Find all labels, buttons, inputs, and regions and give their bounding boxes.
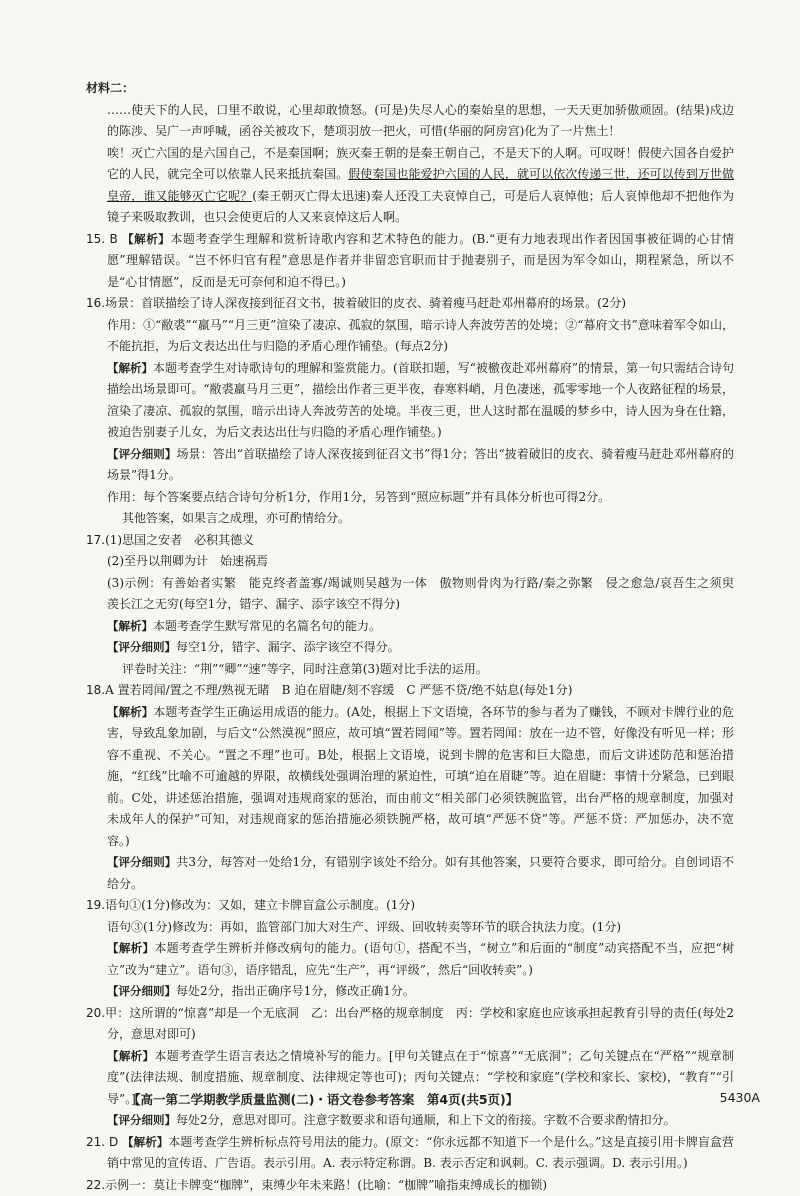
q20-number: 20. <box>86 1006 105 1020</box>
q19-analysis <box>86 938 734 981</box>
q15-answer <box>86 229 734 294</box>
q21-analysis: 本题考查学生辨析标点符号用法的能力。(原文：“你永远都不知道下一个是什么。”这是直接引用卡牌盲盒营销中常见的宣传语、广告语。表示引用。A. 表示特定称谓。B. 表示否定和讽刺。C. 表示强调。D. 表示引用。) <box>107 1135 734 1171</box>
q17-scoring-2: 评卷时关注：“荆”“卿”“速”等字，同时注意第(3)题对比手法的运用。 <box>86 659 734 681</box>
q16-analysis-tag: 【解析】 <box>107 361 153 375</box>
q20-scoring-text: 每处2分，意思对即可。注意字数要求和语句通顺，和上下文的衔接。字数不合要求酌情扣分。 <box>176 1113 676 1127</box>
q20-answer <box>86 1003 734 1046</box>
q18-scoring-tag: 【评分细则】 <box>107 855 176 869</box>
q22-text: 示例一：莫让卡牌变“枷牌”，束缚少年未来路！(比喻：“枷牌”喻指束缚成长的枷锁) <box>105 1178 547 1192</box>
q15-analysis: 本题考查学生理解和赏析诗歌内容和艺术特色的能力。(B.“更有力地表现出作者因国事被征调的心甘情愿”理解错误。“岂不怀归官有程”意思是作者并非留恋官职而甘于抛妻别子，而是因为军令如山，期程紧急，所以不是“心甘情愿”，反而是无可奈何和迫不得已。) <box>107 232 734 289</box>
q19-analysis-text: 本题考查学生辨析并修改病句的能力。(语句①，搭配不当，“树立”和后面的“制度”动宾搭配不当，应把“树立”改为“建立”。语句③，语序错乱，应先“生产”，再“评级”，然后“回收转卖”。) <box>107 941 734 977</box>
material-underlined-sentence: 假使秦国也能爱护六国的人民，就可以依次传递三世，还可以传到万世做皇帝，谁又能够灭亡它呢？ <box>107 167 734 203</box>
q21-answer <box>86 1132 734 1175</box>
q17-item-3: (3)示例：有善始者实繁 能克终者盖寡/竭诚则吴越为一体 傲物则骨肉为行路/秦之弥繁 侵之愈急/哀吾生之须臾 羡长江之无穷(每空1分，错字、漏字、添字该空不得分) <box>86 573 734 616</box>
q21-number: 21. D <box>86 1135 118 1149</box>
q19-analysis-tag: 【解析】 <box>107 941 154 955</box>
q18-analysis <box>86 702 734 853</box>
q16-scene: 场景：首联描绘了诗人深夜接到征召文书，披着破旧的皮衣、骑着瘦马赶赴邓州幕府的场景。(2分) <box>105 296 626 310</box>
footer-code: 5430A <box>720 1090 760 1105</box>
q19-line-1: 语句①(1分)修改为：又如，建立卡牌盲盒公示制度。(1分) <box>105 898 415 912</box>
q20-analysis-tag: 【解析】 <box>107 1049 154 1063</box>
q19-line-2: 语句③(1分)修改为：再如，监管部门加大对生产、评级、回收转卖等环节的联合执法力度。(1分) <box>86 917 734 939</box>
q18-scoring-text: 共3分，每答对一处给1分，有错别字该处不给分。如有其他答案，只要符合要求，即可给分。自创词语不给分。 <box>107 855 734 891</box>
q18-answer <box>86 680 734 702</box>
q18-number: 18. <box>86 683 105 697</box>
q18-analysis-text: 本题考查学生正确运用成语的能力。(A处，根据上下文语境，各环节的参与者为了赚钱，不顾对卡牌行业的危害，导致乱象加剧，与后文“公然漠视”照应，故可填“置若罔闻”等。置若罔闻：放在一边不管，好像没有听见一样；形容不重视、不关心。“置之不理”也可。B处，根据上文语境，说到卡牌的危害和巨大隐患，而后文讲述防范和惩治措施，“红线”比喻不可逾越的界限，故横线处强调治理的紧迫性，可填“迫在眉睫”等。迫在眉睫：事情十分紧急，已到眼前。C处，讲述惩治措施，强调对违规商家的惩治，而由前文“相关部门必须铁腕监管，出台严格的规章制度，加强对未成年人的保护”可知，对违规商家的惩治措施必须铁腕严格，故可填“严惩不贷”等。严惩不贷：严加惩办，决不宽容。) <box>107 705 734 848</box>
q17-analysis <box>86 616 734 638</box>
q17-analysis-text: 本题考查学生默写常见的名篇名句的能力。 <box>153 619 381 633</box>
q16-scoring-text: 场景：答出“首联描绘了诗人深夜接到征召文书”得1分；答出“披着破旧的皮衣、骑着瘦马赶赴邓州幕府的场景”得1分。 <box>107 447 734 483</box>
q19-scoring-text: 每处2分，指出正确序号1分，修改正确1分。 <box>176 984 415 998</box>
q16-scoring-tag: 【评分细则】 <box>107 447 176 461</box>
q20-text: 甲：这所谓的“惊喜”却是一个无底洞 乙：出台严格的规章制度 丙：学校和家庭也应该承担起教育引导的责任(每处2分，意思对即可) <box>105 1006 734 1042</box>
q17-item-2: (2)至丹以荆卿为计 始速祸焉 <box>86 551 734 573</box>
q16-function: 作用：①“敝裘”“羸马”“月三更”渲染了凄凉、孤寂的氛围，暗示诗人奔波劳苦的处境；②“幕府文书”意味着军令如山，不能抗拒，为后文表达出仕与归隐的矛盾心理作铺垫。(每点2分) <box>86 315 734 358</box>
q17-scoring-text: 每空1分，错字、漏字、添字该空不得分。 <box>176 640 400 654</box>
footer-label: 【高一第二学期教学质量监测(二)・语文卷参考答案 第4页(共5页)】 <box>128 1092 518 1107</box>
q21-analysis-tag: 【解析】 <box>122 1135 168 1149</box>
q16-number: 16. <box>86 296 105 310</box>
material-title: 材料二： <box>86 78 734 100</box>
material-paragraph-1: ……使天下的人民，口里不敢说，心里却敢愤怒。(可是)失尽人心的秦始皇的思想，一天天更加骄傲顽固。(结果)戍边的陈涉、吴广一声呼喊，函谷关被攻下，楚项羽放一把火，可惜(华丽的阿房宫)化为了一片焦土！ <box>86 100 734 143</box>
material-paragraph-2 <box>86 143 734 229</box>
q19-answer <box>86 895 734 917</box>
q20-scoring-tag: 【评分细则】 <box>107 1113 176 1127</box>
material-paragraph-2-b: (秦王朝灭亡得太迅速)秦人还没工夫哀悼自己，可是后人哀悼他；后人哀悼他却不把他作为镜子来吸取教训，也只会使更后的人又来哀悼这后人啊。 <box>107 189 734 225</box>
q16-analysis-text: 本题考查学生对诗歌诗句的理解和鉴赏能力。(首联扣题，写“被檄夜赴邓州幕府”的情景，第一句只需结合诗句描绘出场景即可。“敝裘羸马月三更”，描绘出作者三更半夜，春寒料峭，月色凄迷，孤零零地一个人夜路征程的场景，渲染了凄凉、孤寂的氛围，暗示出诗人奔波劳苦的处境。半夜三更，世人这时都在温暖的梦乡中，诗人因为身在仕籍，被迫告别妻子儿女，为后文表达出仕与归隐的矛盾心理作铺垫。) <box>107 361 734 440</box>
q18-scoring <box>86 852 734 895</box>
q19-scoring-tag: 【评分细则】 <box>107 984 176 998</box>
q22-number: 22. <box>86 1178 105 1192</box>
q18-analysis-tag: 【解析】 <box>107 705 153 719</box>
q15-analysis-tag: 【解析】 <box>122 232 170 246</box>
q17-answer <box>86 530 734 552</box>
q16-analysis <box>86 358 734 444</box>
q20-scoring <box>86 1110 734 1132</box>
q18-options: A 置若罔闻/置之不理/熟视无睹 B 迫在眉睫/刻不容缓 C 严惩不贷/绝不姑息(每处1分) <box>105 683 572 697</box>
q16-answer <box>86 293 734 315</box>
q16-scoring <box>86 444 734 487</box>
q15-number: 15. B <box>86 232 118 246</box>
q19-scoring <box>86 981 734 1003</box>
q16-scoring-2: 作用：每个答案要点结合诗句分析1分，作用1分，另答到“照应标题”并有具体分析也可得2分。 <box>86 487 734 509</box>
q17-analysis-tag: 【解析】 <box>107 619 153 633</box>
q19-number: 19. <box>86 898 105 912</box>
q20-analysis-text: 本题考查学生语言表达之情境补写的能力。[甲句关键点在于“惊喜”“无底洞”；乙句关键点在“严格”“规章制度”(法律法规、制度措施、规章制度、法律规定等也可)；丙句关键点：“学校和家庭”(学校和家长、家校)，“教育”“引导”。] <box>107 1049 734 1106</box>
q17-item-1: (1)思国之安者 必积其德义 <box>105 533 254 547</box>
material-paragraph-2-a: 唉！灭亡六国的是六国自己，不是秦国啊；族灭秦王朝的是秦王朝自己，不是天下的人啊。可叹呀！假使六国各自爱护它的人民，就完全可以依靠人民来抵抗秦国。 <box>107 146 734 182</box>
q17-number: 17. <box>86 533 105 547</box>
q16-scoring-3: 其他答案，如果言之成理，亦可酌情给分。 <box>86 508 734 530</box>
answer-document <box>86 78 734 1196</box>
q17-scoring-tag: 【评分细则】 <box>107 640 176 654</box>
page-footer <box>128 1090 768 1108</box>
q17-scoring <box>86 637 734 659</box>
q22-answer <box>86 1175 734 1196</box>
